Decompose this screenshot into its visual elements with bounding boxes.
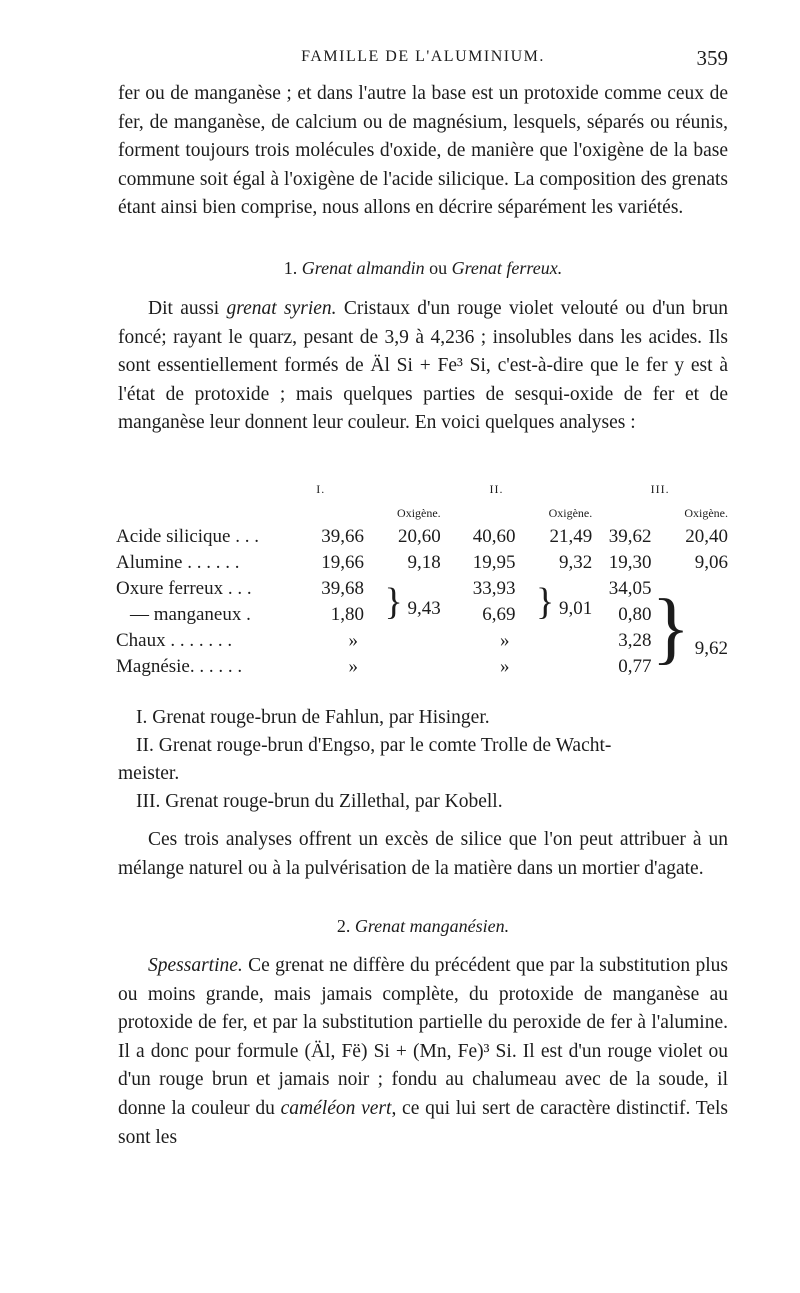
para-italic-term: grenat syrien. (226, 298, 337, 319)
cell-value: 3,28 (618, 630, 652, 651)
cell-value: 19,66 (321, 552, 364, 573)
cell-oxigene: 9,18 (407, 552, 441, 573)
section-number: 1. (283, 258, 298, 278)
cell-value: 0,80 (618, 604, 652, 625)
almandin-paragraph (118, 295, 728, 438)
grouped-oxigene-value: 9,01 (558, 598, 593, 619)
cell-value: » (348, 656, 358, 677)
section-heading-1 (118, 258, 728, 279)
cell-value: 40,60 (472, 526, 516, 547)
para-lead: Dit aussi (148, 298, 227, 319)
cell-value: 1,80 (330, 604, 364, 625)
legend-item-2: II. Grenat rouge-brun d'Engso, par le comte Trolle de Wacht- (136, 735, 612, 756)
cell-oxigene: 9,06 (694, 552, 728, 573)
section-number: 2. (336, 916, 351, 936)
row-label: Acide silicique . . . (116, 526, 259, 547)
cell-oxigene: 20,60 (397, 526, 441, 547)
cell-value: 39,68 (321, 578, 364, 599)
analysis-table (116, 476, 728, 680)
oxigene-label-1: Oxigène. (397, 505, 441, 520)
section-title-a: Grenat almandin (301, 258, 425, 278)
table-row (116, 628, 728, 654)
section-title: Grenat manganésien. (354, 916, 510, 936)
col-header-2: II. (489, 481, 504, 496)
running-title: FAMILLE DE L'ALUMINIUM. (301, 48, 545, 65)
cell-oxigene: 20,40 (685, 526, 728, 547)
cell-value: 19,95 (472, 552, 516, 573)
grouped-oxigene-3 (652, 576, 728, 680)
table-row (116, 550, 728, 576)
cell-value: 6,69 (482, 604, 516, 625)
para-body: Cristaux d'un rouge violet velouté ou d'un brun foncé; rayant le quarz, pesant de 3,9 à 4,236 ; insolubles dans les acides. Ils sont essentiellement formés de Äl Si + Fe³ Si, c'est-à-dire que le fer y est à l'état de protoxide ; mais quelques parties de sesqui-oxide de fer et de manganèse leur donnent leur couleur. En voici quelques analyses : (118, 298, 729, 434)
row-label: Alumine . . . . . . (116, 552, 240, 573)
cell-value: 19,30 (608, 552, 652, 573)
para-end: , ce qui lui sert de caractère distinctif. Tels sont les (118, 1097, 728, 1148)
table-row (116, 576, 728, 602)
brace-glyph: } (384, 581, 403, 623)
row-label: Chaux . . . . . . . (116, 630, 233, 651)
table-header-row (116, 476, 728, 502)
cell-value: 0,77 (618, 656, 652, 677)
cell-value: 33,93 (472, 578, 516, 599)
row-label: Magnésie. . . . . . (116, 656, 243, 677)
analysis-legend (118, 704, 728, 816)
legend-item-2-cont: meister. (118, 763, 180, 784)
para-body: Ce grenat ne diffère du précédent que par la substitution plus ou moins grande, mais jamais complète, du protoxide de manganèse au protoxide de fer, et par la substitution partielle du peroxide de fer à l'alumine. Il a donc pour formule (Äl, Fë) Si + (Mn, Fe)³ Si. Il est d'un rouge violet ou d'un rouge brun et jamais noir ; fondu au chalumeau avec de la soude, il donne la couleur du (118, 955, 728, 1119)
cell-value: » (348, 630, 358, 651)
spessartine-paragraph (118, 952, 728, 1152)
col-header-3: III. (650, 481, 670, 496)
note-paragraph: Ces trois analyses offrent un excès de silice que l'on peut attribuer à un mélange naturel ou à la pulvérisation de la matière dans un mortier d'agate. (118, 829, 728, 879)
row-label: — manganeux . (130, 604, 251, 625)
cell-value: 39,62 (608, 526, 652, 547)
legend-item-3: III. Grenat rouge-brun du Zillethal, par Kobell. (136, 791, 503, 812)
page-number: 359 (696, 46, 728, 70)
section-title-b: Grenat ferreux. (451, 258, 563, 278)
cell-value: 34,05 (608, 578, 652, 599)
cell-oxigene: 21,49 (549, 526, 593, 547)
cell-oxigene: 9,32 (558, 552, 593, 573)
table-row (116, 654, 728, 680)
grouped-oxigene-2 (516, 576, 593, 628)
row-label: Oxure ferreux . . . (116, 578, 252, 599)
para-italic-term: Spessartine. (148, 955, 243, 976)
brace-glyph: } (651, 584, 690, 672)
col-header-1: I. (316, 481, 326, 496)
cell-value: » (500, 656, 510, 677)
cell-value: » (500, 630, 510, 651)
oxigene-header-row (116, 502, 728, 524)
para-italic-term-2: caméléon vert (280, 1097, 392, 1119)
intro-paragraph: fer ou de manganèse ; et dans l'autre la base est un protoxide comme ceux de fer, de manganèse, de calcium ou de magnésium, lesquels, séparés ou réunis, forment toujours trois molécules d'oxide, de manière que l'oxigène de la base commune soit égal à l'oxigène de l'acide silicique. La composition des grenats étant ainsi bien comprise, nous allons en décrire séparément les variétés. (118, 83, 728, 219)
grouped-oxigene-value: 9,43 (407, 598, 441, 619)
oxigene-label-3: Oxigène. (684, 505, 728, 520)
brace-glyph: } (535, 581, 555, 623)
oxigene-label-2: Oxigène. (548, 505, 593, 520)
section-heading-2 (118, 916, 728, 937)
table-row (116, 524, 728, 550)
grouped-oxigene-value: 9,62 (694, 638, 728, 659)
cell-value: 39,66 (321, 526, 364, 547)
section-joiner: ou (429, 258, 448, 278)
grouped-oxigene-1 (364, 576, 441, 628)
running-header (118, 48, 728, 78)
legend-item-1: I. Grenat rouge-brun de Fahlun, par Hisinger. (136, 707, 490, 728)
